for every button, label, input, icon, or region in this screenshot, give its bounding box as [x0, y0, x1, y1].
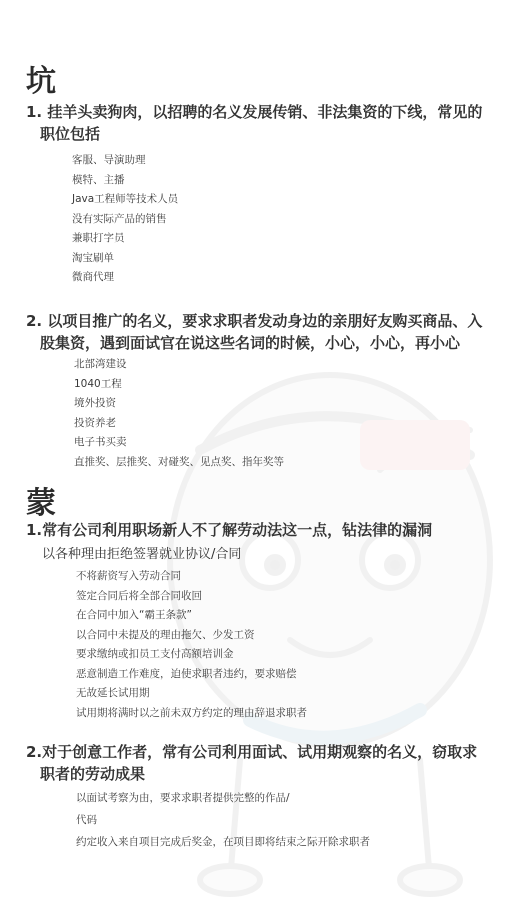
list-item: 不将薪资写入劳动合同	[76, 570, 181, 582]
section1-q1-list	[72, 151, 178, 288]
section-heading-meng: 蒙	[26, 486, 57, 521]
question-subline: 以各种理由拒绝签署就业协议/合同	[42, 547, 242, 562]
section2-q2-list	[76, 787, 370, 853]
list-item: Java工程师等技术人员	[72, 193, 179, 205]
section1-q2-list	[74, 355, 284, 472]
section2-question-2	[26, 741, 486, 785]
list-item: 微商代理	[72, 271, 114, 283]
list-item: 1040工程	[74, 377, 122, 390]
list-item: 投资养老	[74, 416, 116, 429]
list-item: 在合同中加入“霸王条款”	[76, 609, 192, 621]
list-item: 以合同中未提及的理由拖欠、少发工资	[76, 628, 255, 641]
section1-question-1	[26, 101, 486, 145]
list-item: 试用期将满时以之前未双方约定的理由辞退求职者	[76, 706, 307, 719]
list-item: 恶意制造工作难度，迫使求职者违约，要求赔偿	[76, 667, 297, 680]
section1-question-2	[26, 310, 486, 354]
question-line: 1. 挂羊头卖狗肉，以招聘的名义发展传销、非法集资的下线，常见的	[26, 103, 483, 121]
list-item: 电子书买卖	[74, 436, 127, 448]
question-line-continued: 职位包括	[40, 125, 101, 143]
list-item: 签定合同后将全部合同收回	[76, 589, 202, 602]
question-line-continued: 职者的劳动成果	[40, 765, 146, 783]
list-item: 约定收入来自项目完成后奖金，在项目即将结束之际开除求职者	[76, 836, 370, 848]
list-item: 没有实际产品的销售	[72, 212, 167, 225]
list-item: 模特、主播	[72, 173, 125, 186]
list-item: 淘宝刷单	[72, 251, 114, 264]
list-item: 客服、导演助理	[72, 154, 146, 166]
question-line-continued: 股集资，遇到面试官在说这些名词的时候，小心，小心，再小心	[40, 334, 461, 352]
list-item: 北部湾建设	[74, 358, 127, 370]
question-line: 2. 以项目推广的名义，要求求职者发动身边的亲朋好友购买商品、入	[26, 312, 483, 330]
list-item: 兼职打字员	[72, 232, 125, 244]
section-heading-keng: 坑	[26, 64, 57, 99]
list-item: 要求缴纳或扣员工支付高额培训金	[76, 648, 234, 660]
section2-question-1	[26, 519, 486, 541]
question-line: 1.常有公司利用职场新人不了解劳动法这一点，钻法律的漏洞	[26, 521, 433, 539]
question-line: 2.对于创意工作者，常有公司利用面试、试用期观察的名义，窃取求	[26, 743, 478, 761]
list-item: 无故延长试用期	[76, 687, 150, 699]
list-item: 以面试考察为由，要求求职者提供完整的作品/	[76, 792, 290, 804]
section2-q1-list	[76, 567, 307, 723]
list-item: 境外投资	[74, 397, 116, 409]
list-item: 直推奖、层推奖、对碰奖、见点奖、指年奖等	[74, 455, 284, 468]
list-item: 代码	[76, 814, 97, 826]
